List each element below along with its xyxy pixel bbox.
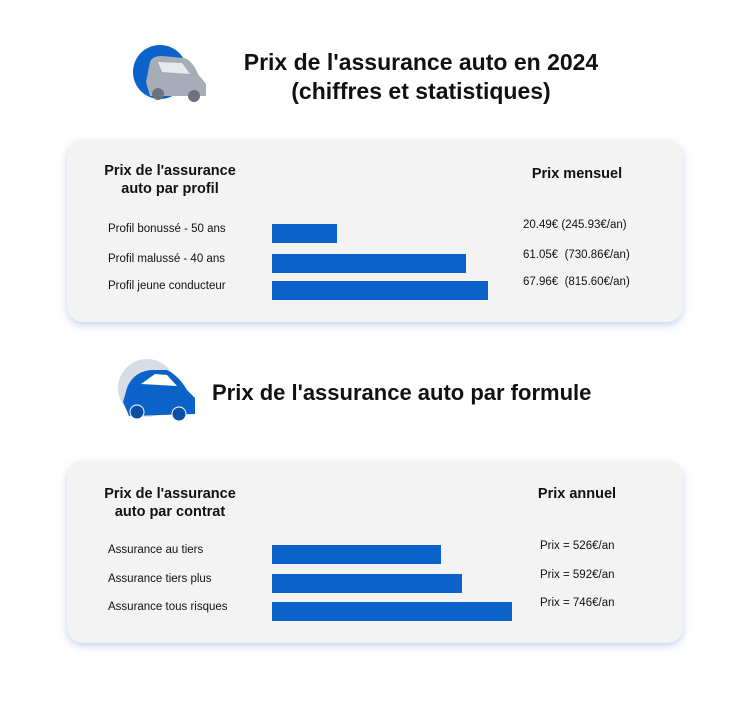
contract-price-card [67,461,683,643]
blue-car-icon [117,358,199,431]
bar [272,545,441,564]
value-header: Prix annuel [537,486,617,502]
profile-price-card [67,140,683,322]
card-title: Prix de l'assurance auto par contrat [104,486,236,520]
value-label: 61.05€ (730.86€/an) [523,249,630,261]
category-label: Assurance au tiers [108,544,204,556]
page-subtitle: (chiffres et statistiques) [291,78,551,104]
value-label: Prix = 592€/an [540,569,615,581]
value-header: Prix mensuel [531,166,623,182]
value-label: Prix = 746€/an [540,597,615,609]
category-label: Profil jeune conducteur [108,280,226,292]
category-label: Profil malussé - 40 ans [108,253,225,265]
gray-car-icon [132,44,210,109]
category-label: Assurance tiers plus [108,573,212,585]
category-label: Assurance tous risques [108,601,228,613]
bar [272,224,337,243]
section-title: Prix de l'assurance auto par formule [212,380,592,405]
value-label: Prix = 526€/an [540,540,615,552]
value-label: 20.49€ (245.93€/an) [523,219,627,231]
bar [272,281,488,300]
bar [272,602,512,621]
bar [272,574,462,593]
category-label: Profil bonussé - 50 ans [108,223,226,235]
card-title: Prix de l'assurance auto par profil [104,163,236,197]
bar [272,254,466,273]
value-label: 67.96€ (815.60€/an) [523,276,630,288]
page-title: Prix de l'assurance auto en 2024 [243,49,599,75]
